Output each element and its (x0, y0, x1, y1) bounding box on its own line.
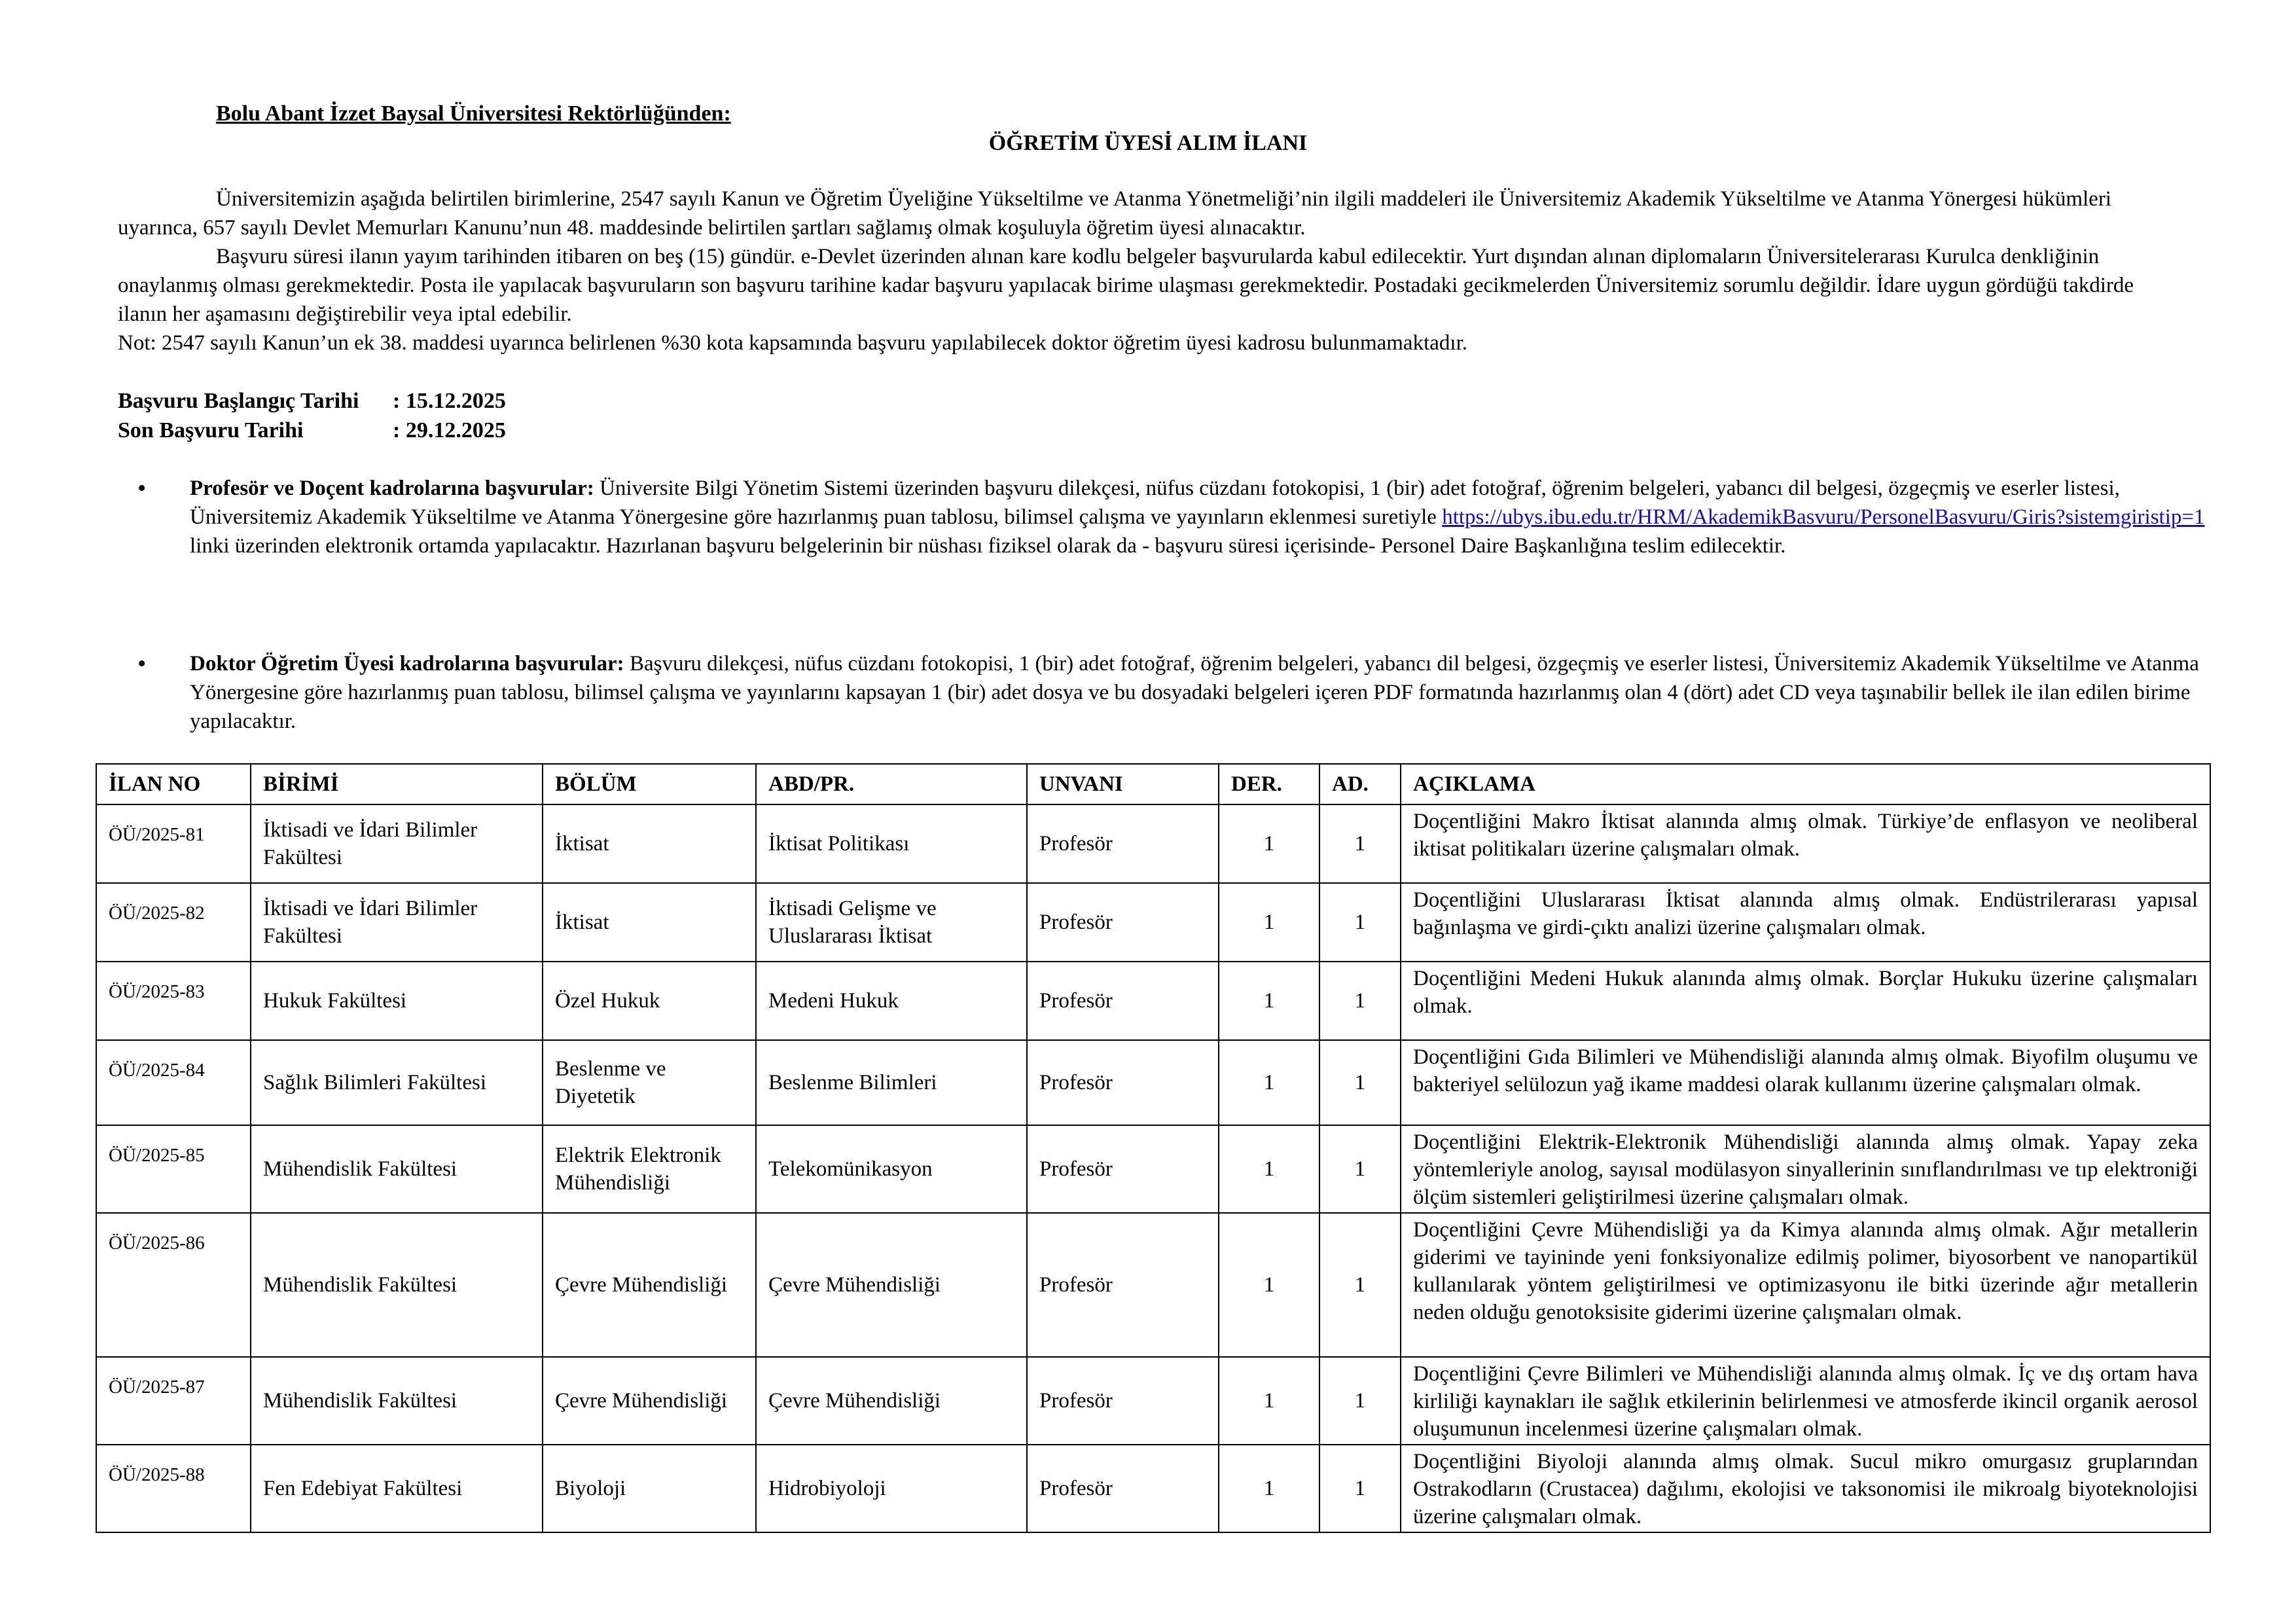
bullet-text-after: linki üzerinden elektronik ortamda yapılacaktır. Hazırlanan başvuru belgelerinin bir nüshası fiziksel olarak da - başvuru süresi içerisinde- Personel Daire Başkanlığına teslim edilecektir. (190, 534, 1786, 558)
bolum-cell: Beslenme ve Diyetetik (543, 1040, 756, 1125)
intro-note: Not: 2547 sayılı Kanun’un ek 38. maddesi uyarınca belirlenen %30 kota kapsamında başvuru yapılabilecek doktor öğretim üyesi kadrosu bulunmamaktadır. (118, 331, 1467, 355)
issuer-heading: Bolu Abant İzzet Baysal Üniversitesi Rektörlüğünden: (216, 101, 731, 126)
bolum-cell: İktisat (543, 883, 756, 962)
unvan-cell: Profesör (1027, 883, 1219, 962)
ad-cell: 1 (1319, 1445, 1401, 1532)
aciklama-cell: Doçentliğini Medeni Hukuk alanında almış olmak. Borçlar Hukuku üzerine çalışmaları olmak. (1401, 962, 2210, 1040)
aciklama-cell: Doçentliğini Çevre Mühendisliği ya da Kimya alanında almış olmak. Ağır metallerin giderimi ve tayininde yeni fonksiyonalize edilmiş polimer, biyosorbent ve nanopartikül kullanılarak yöntem geliştirilmesi ve optimizasyonu ile bitki üzerinde ağır metallerin neden olduğu genotoksisite giderimi üzerine çalışmaları olmak. (1401, 1213, 2210, 1357)
der-cell: 1 (1219, 883, 1319, 962)
birim-cell: Hukuk Fakültesi (251, 962, 543, 1040)
ad-cell: 1 (1319, 883, 1401, 962)
intro-paragraph-2: Başvuru süresi ilanın yayım tarihinden itibaren on beş (15) gündür. e-Devlet üzerinden alınan kare kodlu belgeler başvurularda kabul edilecektir. Yurt dışından alınan diplomaların Üniversitelerarası Kurulca denkliğinin onaylanmış olması gerekmektedir. Posta ile yapılacak başvuruların son başvuru tarihine kadar başvuru yapılacak birime ulaşması gerekmektedir. Postadaki gecikmelerden Üniversitemiz sorumlu değildir. İdare uygun gördüğü takdirde ilanın her aşamasını değiştirebilir veya iptal edebilir. (118, 245, 2134, 326)
table-header-row (96, 764, 2210, 804)
ilan-no-cell: ÖÜ/2025-86 (96, 1213, 251, 1357)
table-row (96, 1445, 2210, 1532)
abd-cell: Çevre Mühendisliği (756, 1357, 1027, 1445)
end-date-row (118, 416, 506, 445)
aciklama-cell: Doçentliğini Gıda Bilimleri ve Mühendisliği alanında almış olmak. Biyofilm oluşumu ve bakteriyel selülozun yağ ikame maddesi olarak kullanımı üzerine çalışmaları olmak. (1401, 1040, 2210, 1125)
start-date-label: Başvuru Başlangıç Tarihi (118, 389, 359, 413)
birim-cell: Mühendislik Fakültesi (251, 1357, 543, 1445)
column-header: AD. (1319, 764, 1401, 804)
unvan-cell: Profesör (1027, 1445, 1219, 1532)
ilan-no-cell: ÖÜ/2025-87 (96, 1357, 251, 1445)
unvan-cell: Profesör (1027, 962, 1219, 1040)
column-header: BİRİMİ (251, 764, 543, 804)
positions-table (96, 763, 2211, 1533)
birim-cell: Sağlık Bilimleri Fakültesi (251, 1040, 543, 1125)
aciklama-cell: Doçentliğini Biyoloji alanında almış olmak. Sucul mikro omurgasız gruplarından Ostrakodların (Crustacea) dağılımı, ekolojisi ve taksonomisi ile mikroalg biyoteknolojisi üzerine çalışmaları olmak. (1401, 1445, 2210, 1532)
aciklama-cell: Doçentliğini Makro İktisat alanında almış olmak. Türkiye’de enflasyon ve neoliberal iktisat politikaları üzerine çalışmaları olmak. (1401, 804, 2210, 883)
table-row (96, 1357, 2210, 1445)
table-row (96, 1213, 2210, 1357)
aciklama-cell: Doçentliğini Uluslararası İktisat alanında almış olmak. Endüstrilerarası yapısal bağınlaşma ve girdi-çıktı analizi üzerine çalışmaları olmak. (1401, 883, 2210, 962)
ilan-no-cell: ÖÜ/2025-83 (96, 962, 251, 1040)
ilan-no-cell: ÖÜ/2025-88 (96, 1445, 251, 1532)
der-cell: 1 (1219, 804, 1319, 883)
start-date-row (118, 386, 506, 416)
ilan-no-cell: ÖÜ/2025-84 (96, 1040, 251, 1125)
bolum-cell: Elektrik Elektronik Mühendisliği (543, 1125, 756, 1213)
table-row (96, 1125, 2210, 1213)
ad-cell: 1 (1319, 962, 1401, 1040)
bolum-cell: Çevre Mühendisliği (543, 1357, 756, 1445)
birim-cell: Fen Edebiyat Fakültesi (251, 1445, 543, 1532)
unvan-cell: Profesör (1027, 1125, 1219, 1213)
bullet-dot-icon: • (137, 650, 147, 677)
bolum-cell: İktisat (543, 804, 756, 883)
bullet-text: Üniversite Bilgi Yönetim Sistemi üzerinden başvuru dilekçesi, nüfus cüzdanı fotokopisi, 1 (bir) adet fotoğraf, öğrenim belgeleri, yabancı dil belgesi, özgeçmiş ve eserler listesi, Üniversitemiz Akademik Yükseltilme ve Atanma Yönergesine göre hazırlanmış puan tablosu, bilimsel çalışma ve yayınların eklenmesi suretiyle (190, 477, 2120, 529)
bolum-cell: Çevre Mühendisliği (543, 1213, 756, 1357)
unvan-cell: Profesör (1027, 804, 1219, 883)
abd-cell: Beslenme Bilimleri (756, 1040, 1027, 1125)
bolum-cell: Özel Hukuk (543, 962, 756, 1040)
ilan-no-cell: ÖÜ/2025-85 (96, 1125, 251, 1213)
abd-cell: Hidrobiyoloji (756, 1445, 1027, 1532)
ad-cell: 1 (1319, 804, 1401, 883)
der-cell: 1 (1219, 1213, 1319, 1357)
page-title: ÖĞRETİM ÜYESİ ALIM İLANI (988, 131, 1308, 155)
ilan-no-cell: ÖÜ/2025-82 (96, 883, 251, 962)
birim-cell: İktisadi ve İdari Bilimler Fakültesi (251, 883, 543, 962)
ad-cell: 1 (1319, 1125, 1401, 1213)
application-dates (118, 386, 506, 445)
bullet-heading: Doktor Öğretim Üyesi kadrolarına başvurular: (190, 652, 624, 676)
aciklama-cell: Doçentliğini Elektrik-Elektronik Mühendisliği alanında almış olmak. Yapay zeka yöntemleriyle anolog, sayısal modülasyon sinyallerinin sınıflandırılması ve tıp elektroniği ölçüm sistemleri geliştirilmesi üzerine çalışmaları olmak. (1401, 1125, 2210, 1213)
abd-cell: İktisadi Gelişme ve Uluslararası İktisat (756, 883, 1027, 962)
bolum-cell: Biyoloji (543, 1445, 756, 1532)
bullet-text: Başvuru dilekçesi, nüfus cüzdanı fotokopisi, 1 (bir) adet fotoğraf, öğrenim belgeleri, yabancı dil belgesi, özgeçmiş ve eserler listesi, Üniversitemiz Akademik Yükseltilme ve Atanma Yönergesine göre hazırlanmış puan tablosu, bilimsel çalışma ve yayınlarını kapsayan 1 (bir) adet dosya ve bu dosyadaki belgeleri içeren PDF formatında hazırlanmış olan 4 (dört) adet CD veya taşınabilir bellek ile ilan edilen birime yapılacaktır. (190, 652, 2199, 733)
ilan-no-cell: ÖÜ/2025-81 (96, 804, 251, 883)
unvan-cell: Profesör (1027, 1357, 1219, 1445)
ad-cell: 1 (1319, 1357, 1401, 1445)
column-header: DER. (1219, 764, 1319, 804)
intro-section (118, 185, 2179, 357)
der-cell: 1 (1219, 1357, 1319, 1445)
column-header: AÇIKLAMA (1401, 764, 2210, 804)
application-link[interactable]: https://ubys.ibu.edu.tr/HRM/AkademikBasvuru/PersonelBasvuru/Giris?sistemgiristip=1 (1442, 505, 2205, 529)
table-row (96, 1040, 2210, 1125)
abd-cell: Telekomünikasyon (756, 1125, 1027, 1213)
column-header: İLAN NO (96, 764, 251, 804)
aciklama-cell: Doçentliğini Çevre Bilimleri ve Mühendisliği alanında almış olmak. İç ve dış ortam hava kirliliği kaynakları ile sağlık etkilerinin belirlenmesi ve atmosferde ikincil organik aerosol oluşumunun incelenmesi üzerine çalışmaları olmak. (1401, 1357, 2210, 1445)
birim-cell: İktisadi ve İdari Bilimler Fakültesi (251, 804, 543, 883)
ad-cell: 1 (1319, 1213, 1401, 1357)
der-cell: 1 (1219, 1040, 1319, 1125)
column-header: ABD/PR. (756, 764, 1027, 804)
abd-cell: İktisat Politikası (756, 804, 1027, 883)
der-cell: 1 (1219, 962, 1319, 1040)
end-date-value: : 29.12.2025 (393, 418, 506, 442)
table-row (96, 962, 2210, 1040)
table-row (96, 804, 2210, 883)
unvan-cell: Profesör (1027, 1040, 1219, 1125)
start-date-value: : 15.12.2025 (393, 389, 506, 413)
table-row (96, 883, 2210, 962)
bullet-doctor-applications (137, 649, 2225, 736)
abd-cell: Çevre Mühendisliği (756, 1213, 1027, 1357)
birim-cell: Mühendislik Fakültesi (251, 1213, 543, 1357)
column-header: UNVANI (1027, 764, 1219, 804)
end-date-label: Son Başvuru Tarihi (118, 418, 304, 442)
der-cell: 1 (1219, 1445, 1319, 1532)
birim-cell: Mühendislik Fakültesi (251, 1125, 543, 1213)
der-cell: 1 (1219, 1125, 1319, 1213)
bullet-dot-icon: • (137, 475, 147, 502)
bullet-heading: Profesör ve Doçent kadrolarına başvurular: (190, 477, 594, 500)
abd-cell: Medeni Hukuk (756, 962, 1027, 1040)
bullet-professor-applications (137, 474, 2225, 560)
intro-paragraph-1: Üniversitemizin aşağıda belirtilen birimlerine, 2547 sayılı Kanun ve Öğretim Üyeliğine Yükseltilme ve Atanma Yönetmeliği’nin ilgili maddeleri ile Üniversitemiz Akademik Yükseltilme ve Atanma Yönergesi hükümleri uyarınca, 657 sayılı Devlet Memurları Kanunu’nun 48. maddesinde belirtilen şartları sağlamış olmak koşuluyla öğretim üyesi alınacaktır. (118, 187, 2111, 240)
unvan-cell: Profesör (1027, 1213, 1219, 1357)
column-header: BÖLÜM (543, 764, 756, 804)
ad-cell: 1 (1319, 1040, 1401, 1125)
